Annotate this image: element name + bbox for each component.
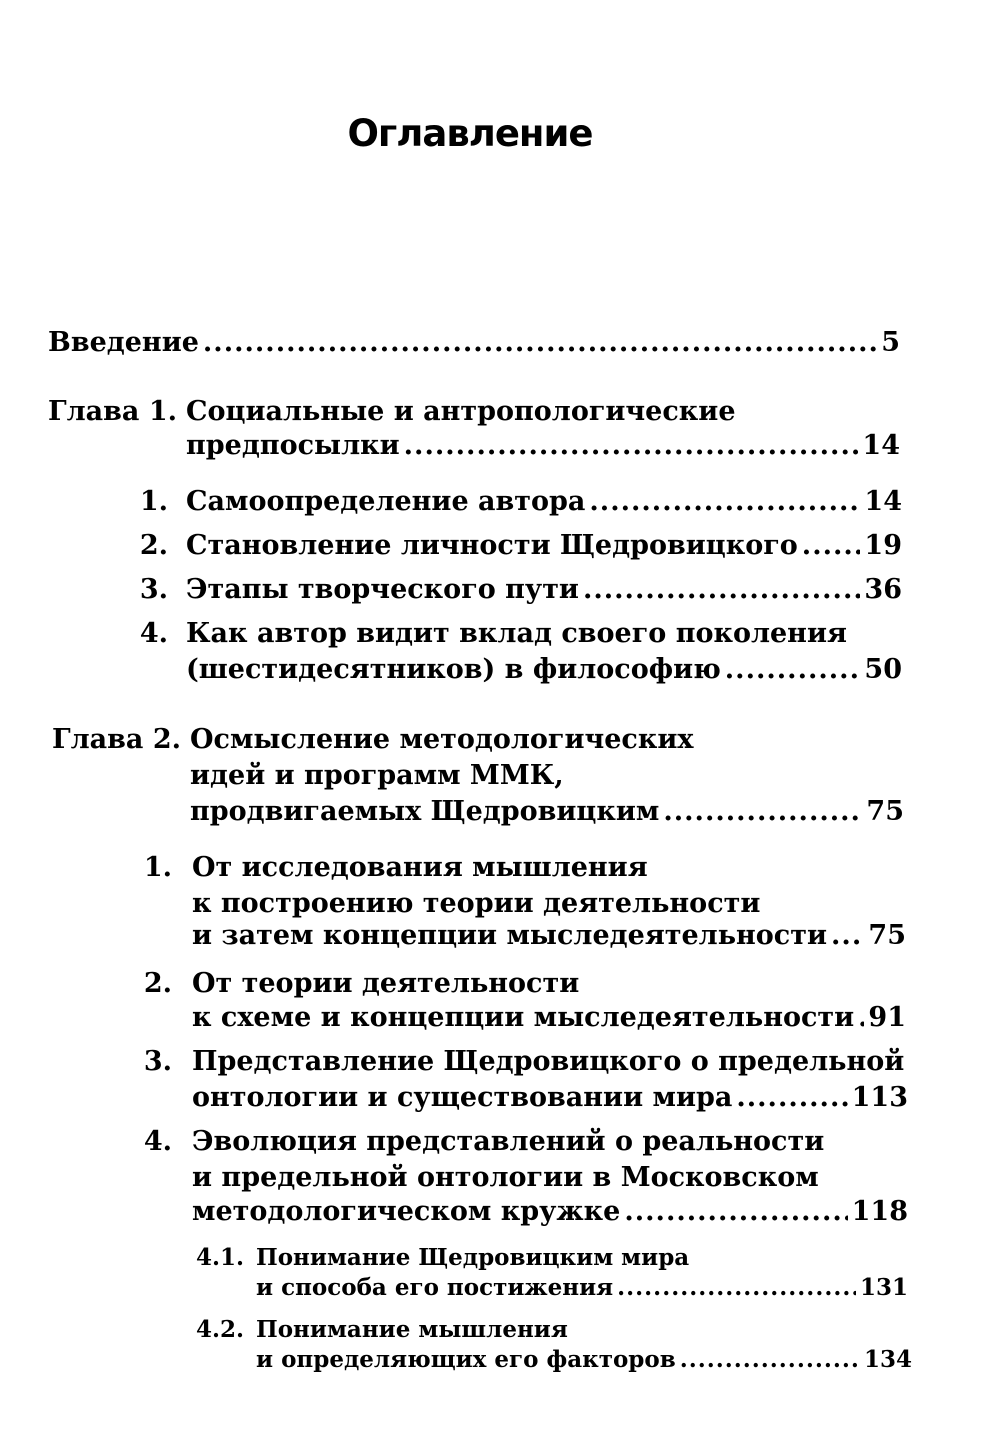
leader-dots <box>589 484 860 520</box>
toc-entry-text: продвигаемых Щедровицким <box>190 796 660 827</box>
section-title-line[interactable]: и предельной онтологии в Московском <box>192 1162 819 1193</box>
leader-dots <box>736 1080 847 1116</box>
toc-entry-subsection[interactable] <box>256 1342 912 1378</box>
section-title-line[interactable]: От исследования мышления <box>192 852 648 883</box>
toc-entry-text: Введение <box>48 327 199 358</box>
leader-dots <box>583 572 860 608</box>
section-number: 1. <box>143 852 172 883</box>
leader-dots <box>680 1342 860 1378</box>
toc-page-number: 118 <box>851 1196 908 1227</box>
leader-dots <box>663 794 862 830</box>
leader-dots <box>725 652 861 688</box>
toc-entry-section[interactable] <box>186 572 902 608</box>
chapter-label: Глава 1. <box>48 396 178 427</box>
section-title-line[interactable]: к построению теории деятельности <box>192 888 761 919</box>
toc-entry-subsection[interactable] <box>256 1270 908 1306</box>
chapter-title-line[interactable]: Осмысление методологических <box>190 724 694 755</box>
toc-page-number: 36 <box>864 574 902 605</box>
subsection-number: 4.1. <box>196 1244 245 1271</box>
toc-page-number: 75 <box>866 796 904 827</box>
toc-entry-section[interactable] <box>192 1080 908 1116</box>
toc-entry-section[interactable] <box>186 652 902 688</box>
toc-entry-text: и определяющих его факторов <box>256 1346 676 1373</box>
chapter-title-line[interactable]: идей и программ ММК, <box>190 760 564 791</box>
leader-dots <box>624 1194 847 1230</box>
section-number: 1. <box>139 486 168 517</box>
leader-dots <box>404 428 859 464</box>
toc-entry-text: и затем концепции мыследеятельности <box>192 920 828 951</box>
section-number: 2. <box>143 968 172 999</box>
toc-entry-chapter-1[interactable] <box>186 428 900 464</box>
toc-page-number: 50 <box>864 654 902 685</box>
section-number: 4. <box>143 1126 172 1157</box>
toc-page-number: 14 <box>864 486 902 517</box>
page-title: Оглавление <box>347 112 593 155</box>
section-title-line[interactable]: Представление Щедровицкого о предельной <box>192 1046 905 1077</box>
toc-page-number: 113 <box>851 1082 908 1113</box>
section-number: 3. <box>139 574 168 605</box>
toc-page-number: 5 <box>881 327 900 358</box>
toc-page-number: 91 <box>868 1002 906 1033</box>
section-number: 4. <box>139 618 168 649</box>
toc-entry-text: к схеме и концепции мыследеятельности <box>192 1002 855 1033</box>
toc-page-number: 131 <box>859 1274 908 1301</box>
subsection-title-line[interactable]: Понимание мышления <box>256 1316 568 1343</box>
leader-dots <box>831 918 864 954</box>
toc-entry-text: методологическом кружке <box>192 1196 621 1227</box>
toc-page-number: 134 <box>863 1346 912 1373</box>
toc-entry-text: онтологии и существовании мира <box>192 1082 733 1113</box>
toc-entry-section[interactable] <box>192 918 906 954</box>
subsection-title-line[interactable]: Понимание Щедровицким мира <box>256 1244 690 1271</box>
toc-page-number: 75 <box>868 920 906 951</box>
toc-page-number: 19 <box>864 530 902 561</box>
chapter-title-line[interactable]: Социальные и антропологические <box>186 396 736 427</box>
toc-entry-section[interactable] <box>192 1194 908 1230</box>
subsection-number: 4.2. <box>196 1316 245 1343</box>
toc-entry-section[interactable] <box>192 1000 906 1036</box>
section-number: 3. <box>143 1046 172 1077</box>
toc-entry-section[interactable] <box>186 484 902 520</box>
leader-dots <box>203 325 877 361</box>
leader-dots <box>617 1270 856 1306</box>
toc-page-number: 14 <box>862 430 900 461</box>
toc-entry-chapter-2[interactable] <box>190 794 904 830</box>
toc-entry-text: (шестидесятников) в философию <box>186 654 721 685</box>
leader-dots <box>858 1000 864 1036</box>
toc-entry-text: и способа его постижения <box>256 1274 614 1301</box>
toc-entry-text: Этапы творческого пути <box>186 574 579 605</box>
toc-entry-intro[interactable] <box>48 325 900 361</box>
chapter-label: Глава 2. <box>52 724 182 755</box>
toc-entry-text: Становление личности Щедровицкого <box>186 530 798 561</box>
section-title-line[interactable]: От теории деятельности <box>192 968 580 999</box>
section-number: 2. <box>139 530 168 561</box>
section-title-line[interactable]: Как автор видит вклад своего поколения <box>186 618 847 649</box>
toc-entry-text: Самоопределение автора <box>186 486 586 517</box>
leader-dots <box>802 528 861 564</box>
toc-entry-text: предпосылки <box>186 430 400 461</box>
section-title-line[interactable]: Эволюция представлений о реальности <box>192 1126 825 1157</box>
toc-entry-section[interactable] <box>186 528 902 564</box>
